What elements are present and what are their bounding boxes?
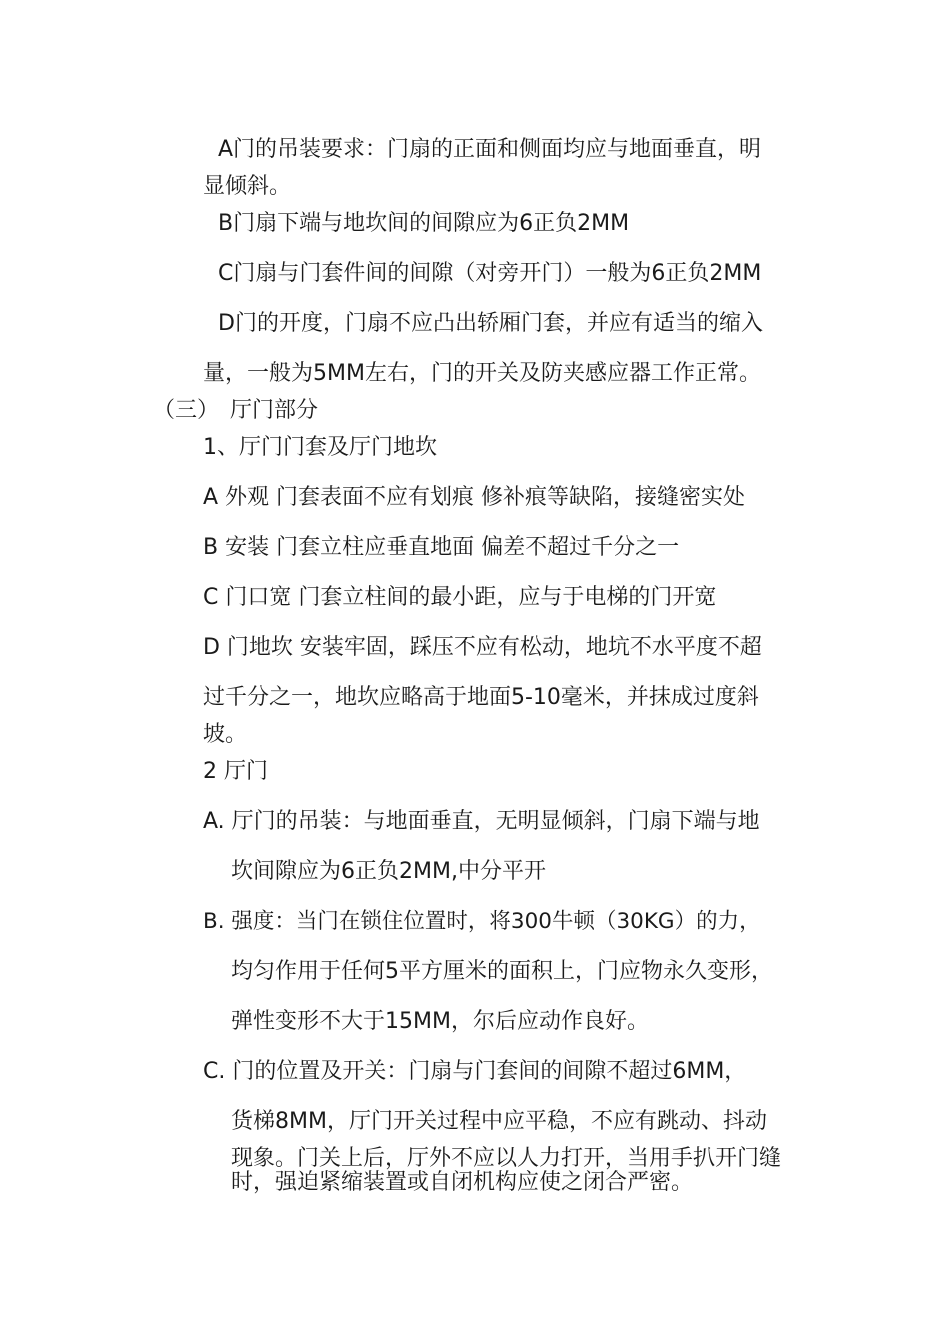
item-c-end: 时，强迫紧缩装置或自闭机构应使之闭合严密。 (231, 1170, 694, 1195)
item-c-continuation-2: 现象。门关上后，厅外不应以人力打开，当用手扒开门缝 (231, 1146, 782, 1171)
item-b-installation: B 安装 门套立柱应垂直地面 偏差不超过千分之一 (203, 535, 680, 560)
item-a-appearance: A 外观 门套表面不应有划痕 修补痕等缺陷，接缝密实处 (203, 485, 746, 510)
item-d-sill-continuation: 过千分之一，地坎应略高于地面5-10毫米，并抹成过度斜 (203, 685, 759, 710)
item-d-door-opening: D门的开度，门扇不应凸出轿厢门套，并应有适当的缩入 (218, 311, 763, 336)
item-b-strength: B. 强度：当门在锁住位置时，将300牛顿（30KG）的力， (203, 909, 761, 934)
item-b-door-gap: B门扇下端与地坎间的间隙应为6正负2MM (218, 211, 630, 236)
item-c-door-width: C 门口宽 门套立柱间的最小距，应与于电梯的门开宽 (203, 585, 717, 610)
subsection-2-heading: 2 厅门 (203, 759, 268, 784)
section-heading-landing-door: （三） 厅门部分 (153, 398, 319, 423)
item-c-position-switch: C. 门的位置及开关：门扇与门套间的间隙不超过6MM， (203, 1059, 747, 1084)
item-d-sill-end: 坡。 (203, 722, 248, 747)
item-a-continuation: 显倾斜。 (203, 174, 292, 199)
item-c-continuation: 货梯8MM，厅门开关过程中应平稳，不应有跳动、抖动 (231, 1109, 767, 1134)
item-d-continuation: 量，一般为5MM左右，门的开关及防夹感应器工作正常。 (203, 361, 761, 386)
item-a-continuation-2: 坎间隙应为6正负2MM,中分平开 (231, 859, 546, 884)
item-a-door-hanging: A门的吊装要求：门扇的正面和侧面均应与地面垂直，明 (218, 137, 762, 162)
item-d-sill: D 门地坎 安装牢固，踩压不应有松动，地坑不水平度不超 (203, 635, 762, 660)
item-b-end: 弹性变形不大于15MM，尔后应动作良好。 (231, 1009, 649, 1034)
subsection-1-heading: 1、厅门门套及厅门地坎 (203, 435, 437, 460)
item-c-frame-gap: C门扇与门套件间的间隙（对旁开门）一般为6正负2MM (218, 261, 762, 286)
item-b-continuation: 均匀作用于任何5平方厘米的面积上，门应物永久变形， (231, 959, 773, 984)
item-a-landing-door-hanging: A. 厅门的吊装：与地面垂直，无明显倾斜，门扇下端与地 (203, 809, 760, 834)
